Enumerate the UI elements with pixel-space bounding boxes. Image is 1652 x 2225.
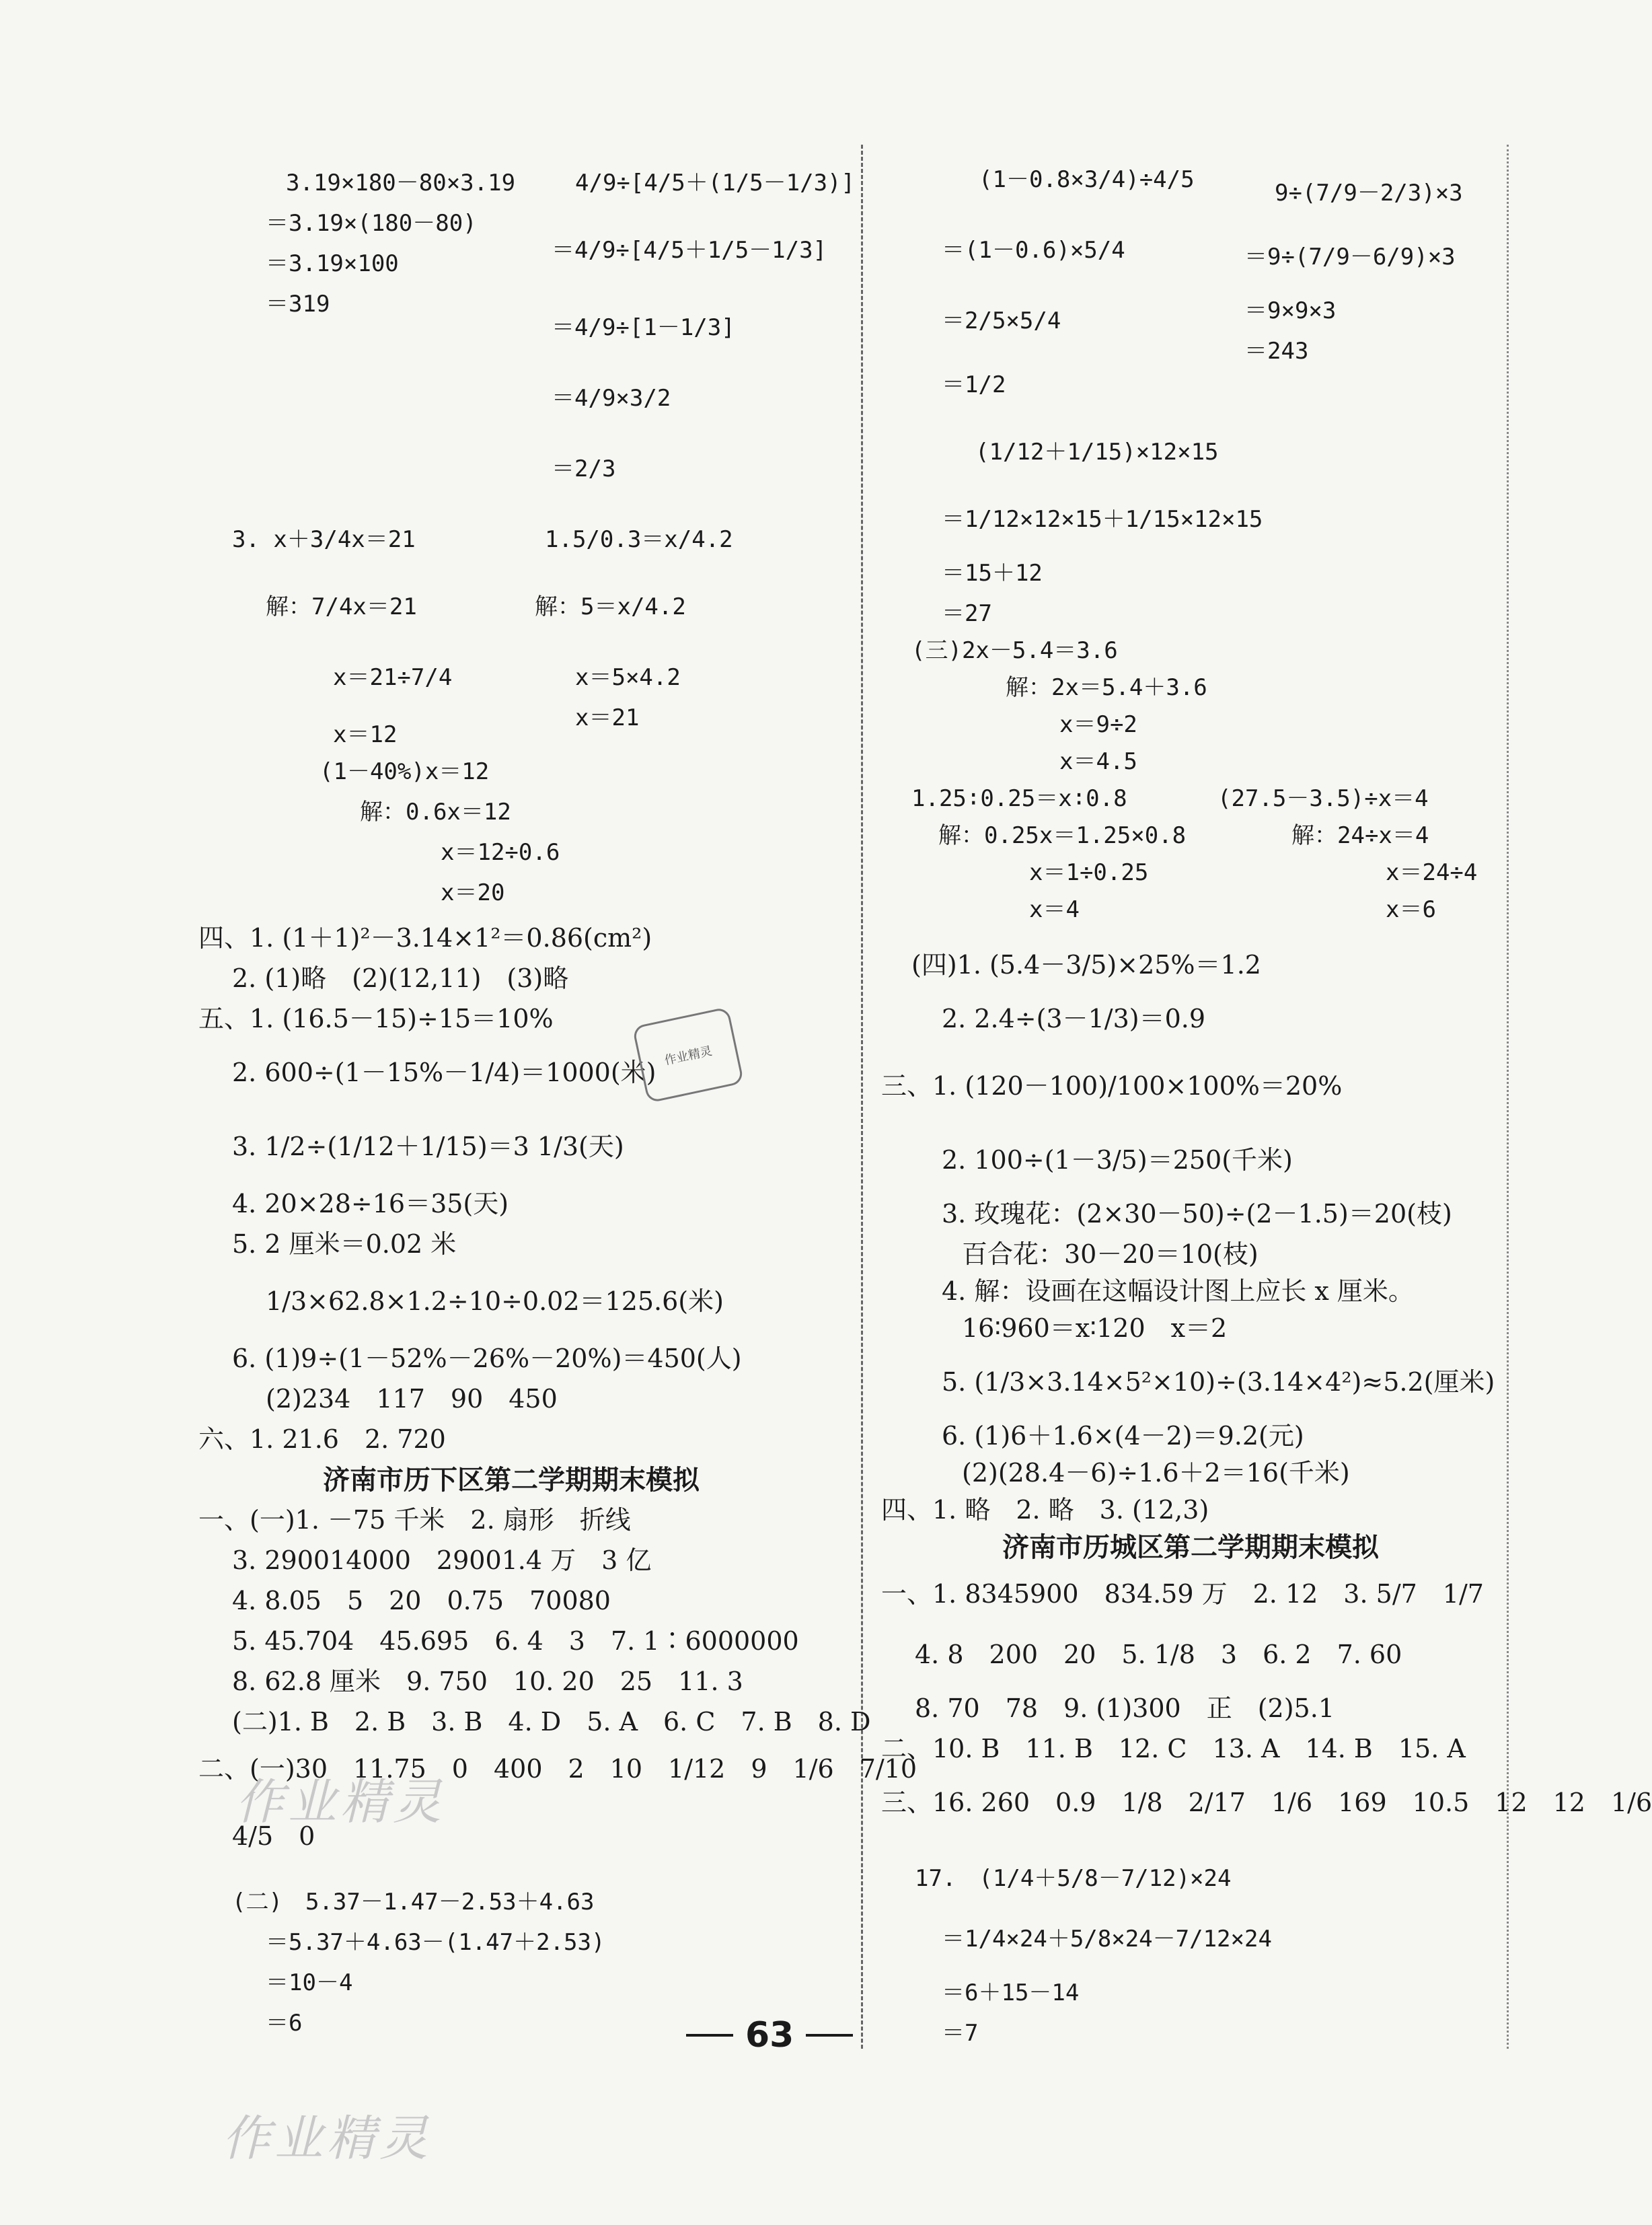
page-number-dash-left <box>686 2034 733 2037</box>
calc-a-line2: ＝3.19×(180－80) <box>266 210 477 237</box>
section4-q1: 四、1. (1＋1)²－3.14×1²＝0.86(cm²) <box>198 923 652 953</box>
calc-p-line1: (1/12＋1/15)×12×15 <box>975 439 1219 466</box>
app-q6-part2: (2)(28.4－6)÷1.6＋2＝16(千米) <box>962 1458 1350 1488</box>
calc-q-line1: 9÷(7/9－2/3)×3 <box>1275 180 1463 207</box>
eq-u-line4: x＝4 <box>1029 896 1080 923</box>
section5-q2: 2. 600÷(1－15%－1/4)＝1000(米) <box>232 1058 656 1087</box>
lixia-line6: (二)1. B 2. B 3. B 4. D 5. A 6. C 7. B 8. D <box>232 1707 871 1737</box>
lixia-line1: 一、(一)1. －75 千米 2. 扇形 折线 <box>198 1505 631 1535</box>
calc-p-line3: ＝15＋12 <box>942 560 1043 587</box>
calc-a-line4: ＝319 <box>266 291 330 318</box>
lixia-title: 济南市历下区第二学期期末模拟 <box>323 1465 700 1496</box>
calc-r-line3: ＝2/5×5/4 <box>942 307 1061 334</box>
eq-d-line1: 1.5/0.3＝x/4.2 <box>545 526 733 553</box>
eq-u-line2: 解：0.25x＝1.25×0.8 <box>938 822 1187 849</box>
eq-t-line1: (三)2x－5.4＝3.6 <box>911 637 1118 664</box>
eq-t-line2: 解：2x＝5.4＋3.6 <box>1006 674 1207 701</box>
licheng-line2: 4. 8 200 20 5. 1/8 3 6. 2 7. 60 <box>915 1640 1402 1669</box>
calc-b-line1: 4/9÷[4/5＋(1/5－1/3)] <box>575 170 855 196</box>
app-q5: 5. (1/3×3.14×5²×10)÷(3.14×4²)≈5.2(厘米) <box>942 1367 1495 1397</box>
stamp-text: 作业精灵 <box>663 1044 714 1068</box>
eq-e-line3: x＝12÷0.6 <box>441 839 560 866</box>
page-number-label: 63 <box>745 2015 794 2055</box>
lixia-line10: ＝5.37＋4.63－(1.47＋2.53) <box>266 1929 605 1956</box>
app-q3: 3. 玫瑰花：(2×30－50)÷(2－1.5)＝20(枝) <box>942 1199 1452 1229</box>
lixia-line2: 3. 290014000 29001.4 万 3 亿 <box>232 1545 652 1575</box>
eq-c-line3: x＝21÷7/4 <box>333 664 453 691</box>
licheng-title: 济南市历城区第二学期期末模拟 <box>1002 1532 1379 1563</box>
licheng-line4: 二、10. B 11. B 12. C 13. A 14. B 15. A <box>881 1734 1466 1763</box>
eq-t-line4: x＝4.5 <box>1059 748 1137 775</box>
eq-d-line4: x＝21 <box>575 704 640 731</box>
calc-b-line5: ＝2/3 <box>552 455 616 482</box>
calc-a-line3: ＝3.19×100 <box>266 250 399 277</box>
eq-e-line4: x＝20 <box>441 879 505 906</box>
lixia-line5: 8. 62.8 厘米 9. 750 10. 20 25 11. 3 <box>232 1667 743 1696</box>
eq-c-line2: 解：7/4x＝21 <box>266 593 417 620</box>
eq-e-line2: 解：0.6x＝12 <box>360 799 511 826</box>
calc-a-line1: 3.19×180－80×3.19 <box>286 170 516 196</box>
eq-d-line2: 解：5＝x/4.2 <box>535 593 686 620</box>
section5-q3: 3. 1/2÷(1/12＋1/15)＝3 1/3(天) <box>232 1132 624 1161</box>
eq-v-line2: 解：24÷x＝4 <box>1291 822 1429 849</box>
calc-r-line1: (1－0.8×3/4)÷4/5 <box>979 166 1195 193</box>
section6: 六、1. 21.6 2. 720 <box>198 1424 446 1454</box>
lixia-line8: 4/5 0 <box>232 1821 315 1851</box>
lixia-line3: 4. 8.05 5 20 0.75 70080 <box>232 1586 611 1615</box>
calc-r-line4: ＝1/2 <box>942 371 1006 398</box>
licheng-line1: 一、1. 8345900 834.59 万 2. 12 3. 5/7 1/7 <box>881 1579 1484 1609</box>
calc-q-line2: ＝9÷(7/9－6/9)×3 <box>1244 244 1456 270</box>
lixia-line7: 二、(一)30 11.75 0 400 2 10 1/12 9 1/6 7/10 <box>198 1754 917 1784</box>
section5-q6: 6. (1)9÷(1－52%－26%－20%)＝450(人) <box>232 1344 742 1373</box>
section4-q2: 2. (1)略 (2)(12,11) (3)略 <box>232 963 569 993</box>
section4-part1: (四)1. (5.4－3/5)×25%＝1.2 <box>911 950 1261 980</box>
app-q1: 三、1. (120－100)/100×100%＝20% <box>881 1071 1343 1101</box>
watermark-text-bottom: 作业精灵 <box>222 2110 433 2166</box>
calc-b-line2: ＝4/9÷[4/5＋1/5－1/3] <box>552 237 827 264</box>
licheng-line8: ＝6＋15－14 <box>942 1979 1080 2006</box>
section5-q1: 五、1. (16.5－15)÷15＝10% <box>198 1004 554 1033</box>
section5-q4: 4. 20×28÷16＝35(天) <box>232 1189 509 1218</box>
app-q2: 2. 100÷(1－3/5)＝250(千米) <box>942 1145 1293 1175</box>
lixia-line4: 5. 45.704 45.695 6. 4 3 7. 1∶6000000 <box>232 1626 799 1656</box>
calc-p-line4: ＝27 <box>942 600 992 627</box>
licheng-line7: ＝1/4×24＋5/8×24－7/12×24 <box>942 1926 1272 1953</box>
watermark-stamp <box>632 1007 745 1103</box>
eq-u-line3: x＝1÷0.25 <box>1029 859 1149 886</box>
section5-q5-calc: 1/3×62.8×1.2÷10÷0.02＝125.6(米) <box>266 1286 724 1316</box>
calc-p-line2: ＝1/12×12×15＋1/15×12×15 <box>942 506 1263 533</box>
app-q3-part2: 百合花：30－20＝10(枝) <box>962 1239 1259 1269</box>
eq-v-line3: x＝24÷4 <box>1386 859 1478 886</box>
app-q4: 4. 解：设画在这幅设计图上应长 x 厘米。 <box>942 1276 1414 1306</box>
licheng-line3: 8. 70 78 9. (1)300 正 (2)5.1 <box>915 1693 1335 1723</box>
page-number-dash-right <box>806 2034 853 2037</box>
eq-t-line3: x＝9÷2 <box>1059 711 1137 738</box>
section4-answers: 四、1. 略 2. 略 3. (12,3) <box>881 1495 1209 1525</box>
eq-d-line3: x＝5×4.2 <box>575 664 681 691</box>
eq-v-line4: x＝6 <box>1386 896 1436 923</box>
lixia-line12: ＝6 <box>266 2010 303 2037</box>
eq-e-line1: (1－40%)x＝12 <box>320 758 490 785</box>
licheng-line9: ＝7 <box>942 2020 979 2047</box>
calc-q-line3: ＝9×9×3 <box>1244 297 1337 324</box>
page-number <box>686 2015 853 2055</box>
section4-part2: 2. 2.4÷(3－1/3)＝0.9 <box>942 1004 1206 1033</box>
calc-q-line4: ＝243 <box>1244 338 1309 365</box>
section5-q6-part2: (2)234 117 90 450 <box>266 1384 558 1414</box>
lixia-line9: (二) 5.37－1.47－2.53＋4.63 <box>232 1889 595 1916</box>
eq-u-line1: 1.25∶0.25＝x∶0.8 <box>911 785 1127 812</box>
app-q6: 6. (1)6＋1.6×(4－2)＝9.2(元) <box>942 1421 1304 1451</box>
lixia-line11: ＝10－4 <box>266 1969 353 1996</box>
watermark-text: 作业精灵 <box>235 1774 446 1830</box>
licheng-line5: 三、16. 260 0.9 1/8 2/17 1/6 169 10.5 12 12 1/6 <box>881 1788 1652 1817</box>
calc-b-line3: ＝4/9÷[1－1/3] <box>552 314 735 341</box>
margin-dots <box>1507 145 1509 2049</box>
calc-b-line4: ＝4/9×3/2 <box>552 385 671 412</box>
app-q4-part2: 16∶960＝x∶120 x＝2 <box>962 1313 1228 1343</box>
eq-c-line4: x＝12 <box>333 721 398 748</box>
eq-v-line1: (27.5－3.5)÷x＝4 <box>1217 785 1429 812</box>
calc-r-line2: ＝(1－0.6)×5/4 <box>942 237 1125 264</box>
eq-c-line1: 3. x＋3/4x＝21 <box>232 526 416 553</box>
licheng-line6: 17. (1/4＋5/8－7/12)×24 <box>915 1865 1232 1892</box>
section5-q5: 5. 2 厘米＝0.02 米 <box>232 1229 457 1259</box>
